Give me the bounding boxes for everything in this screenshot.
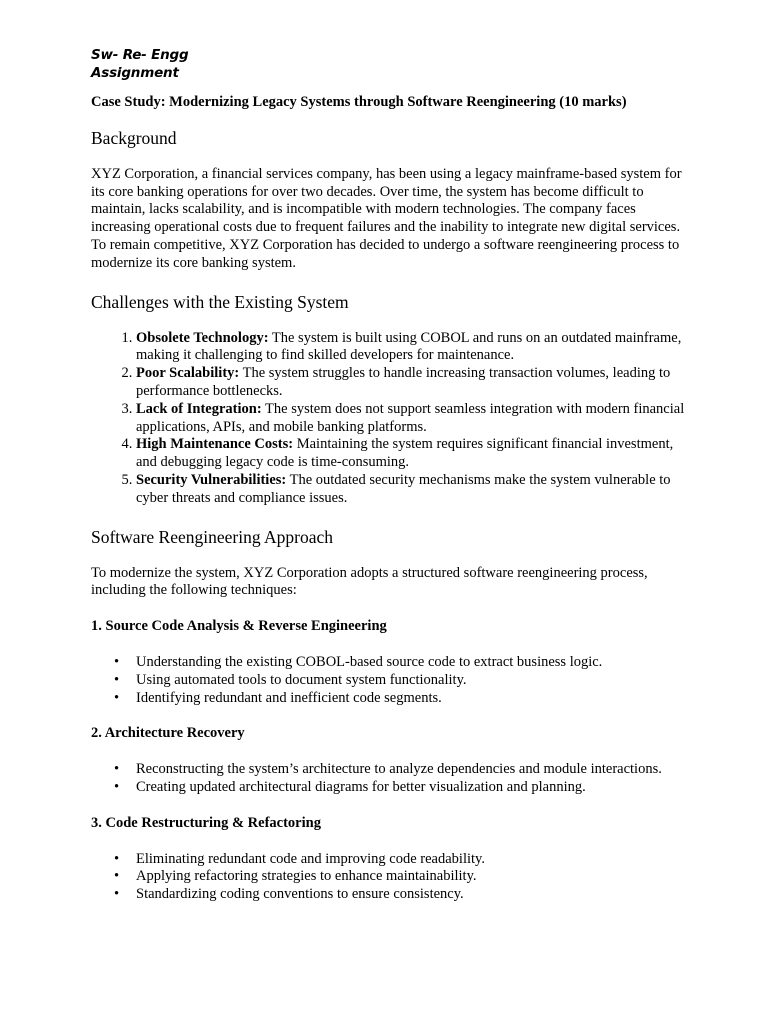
bullet-icon: • xyxy=(114,868,120,885)
step-bullet-list xyxy=(91,761,691,797)
challenge-description: The system is built using COBOL and runs on an outdated mainframe, making it challenging to find skilled developers for maintenance. xyxy=(136,329,682,364)
bullet-item xyxy=(114,671,691,690)
background-heading: Background xyxy=(91,127,177,148)
bullet-text: Applying refactoring strategies to enhance maintainability. xyxy=(136,868,477,885)
challenge-item xyxy=(136,472,691,508)
bullet-item xyxy=(114,689,691,708)
challenge-term: High Maintenance Costs: xyxy=(136,436,294,453)
challenge-description: The system struggles to handle increasing transaction volumes, leading to performance bottlenecks. xyxy=(136,365,671,399)
challenge-term: Poor Scalability: xyxy=(136,365,240,382)
challenge-description: Maintaining the system requires significant financial investment, and debugging legacy code is time-consuming. xyxy=(136,436,674,471)
bullet-icon: • xyxy=(114,671,120,688)
assignment-label: Assignment xyxy=(91,65,179,81)
challenges-heading: Challenges with the Existing System xyxy=(91,291,349,312)
bullet-item xyxy=(114,778,691,797)
challenge-item xyxy=(136,401,691,437)
bullet-text: Using automated tools to document system functionality. xyxy=(136,671,467,688)
bullet-icon: • xyxy=(114,778,120,795)
challenges-list xyxy=(91,330,691,508)
bullet-item xyxy=(114,868,691,886)
challenge-term: Obsolete Technology: xyxy=(136,329,269,346)
challenge-item xyxy=(136,365,691,401)
challenge-description: The outdated security mechanisms make the system vulnerable to cyber threats and compliance issues. xyxy=(136,471,671,506)
step-heading-architecture-recovery: 2. Architecture Recovery xyxy=(91,725,245,742)
bullet-text: Standardizing coding conventions to ensure consistency. xyxy=(136,886,464,903)
challenge-description: The system does not support seamless integration with modern financial applications, APIs, and mobile banking platforms. xyxy=(136,400,685,435)
document-page xyxy=(91,46,691,904)
background-paragraph: XYZ Corporation, a financial services company, has been using a legacy mainframe-based system for its core banking operations for over two decades. Over time, the system has become difficult to maintain, lacks scalability, and is incompatible with modern technologies. The company faces increasing operational costs due to frequent failures and the inability to integrate new digital services. To remain competitive, XYZ Corporation has decided to undergo a software reengineering process to modernize its core banking system. xyxy=(91,165,682,271)
bullet-item xyxy=(114,850,691,869)
step-bullet-list xyxy=(91,654,691,707)
challenge-term: Security Vulnerabilities: xyxy=(136,471,287,488)
bullet-item xyxy=(114,761,691,779)
case-study-title: Case Study: Modernizing Legacy Systems through Software Reengineering (10 marks) xyxy=(91,94,627,110)
step-heading-source-code-analysis: 1. Source Code Analysis & Reverse Engineering xyxy=(91,618,387,635)
bullet-text: Creating updated architectural diagrams for better visualization and planning. xyxy=(136,778,586,795)
bullet-item xyxy=(114,653,691,672)
step-heading-code-restructuring: 3. Code Restructuring & Refactoring xyxy=(91,814,321,831)
bullet-icon: • xyxy=(114,761,120,778)
bullet-text: Eliminating redundant code and improving code readability. xyxy=(136,850,485,867)
bullet-icon: • xyxy=(114,653,120,670)
challenge-item xyxy=(136,436,691,472)
bullet-icon: • xyxy=(114,689,120,706)
approach-heading: Software Reengineering Approach xyxy=(91,526,334,547)
bullet-icon: • xyxy=(114,850,120,867)
bullet-text: Reconstructing the system’s architecture to analyze dependencies and module interactions. xyxy=(136,761,662,778)
bullet-text: Identifying redundant and inefficient code segments. xyxy=(136,689,442,706)
challenge-item xyxy=(136,330,691,366)
step-bullet-list xyxy=(91,851,691,904)
bullet-item xyxy=(114,886,691,904)
approach-intro-paragraph: To modernize the system, XYZ Corporation adopts a structured software reengineering process, including the following techniques: xyxy=(91,564,648,599)
bullet-text: Understanding the existing COBOL-based source code to extract business logic. xyxy=(136,653,603,670)
course-name: Sw- Re- Engg xyxy=(91,47,189,63)
bullet-icon: • xyxy=(114,886,120,903)
challenge-term: Lack of Integration: xyxy=(136,400,262,417)
